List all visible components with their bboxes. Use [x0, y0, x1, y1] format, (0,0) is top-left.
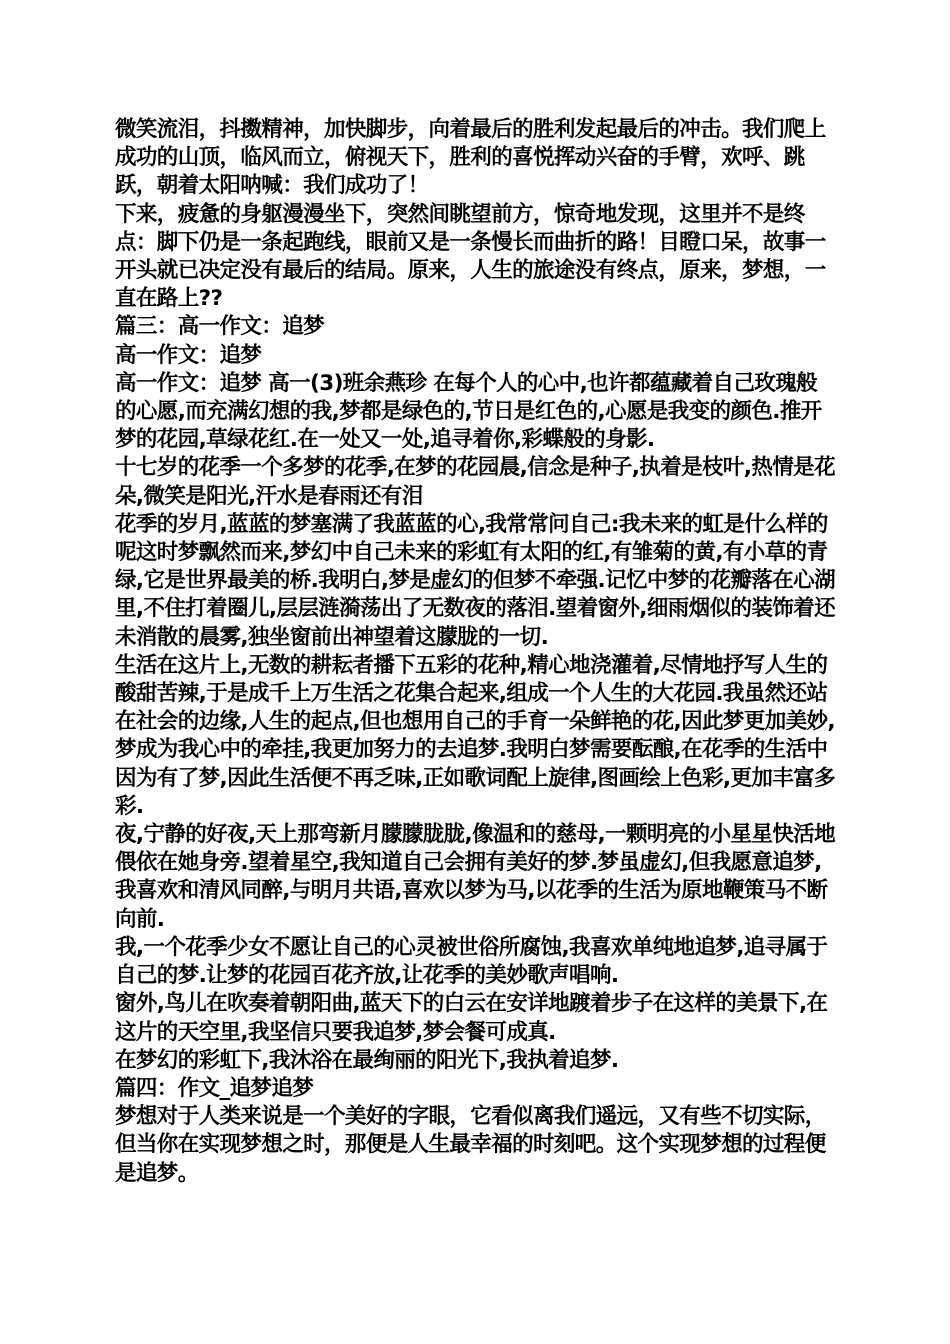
paragraph: 微笑流泪，抖擞精神，加快脚步，向着最后的胜利发起最后的冲击。我们爬上成功的山顶，临风而立，俯视天下，胜利的喜悦挥动兴奋的手臂，欢呼、跳跃，朝着太阳呐喊：我们成功了！ [115, 117, 826, 199]
paragraph: 梦想对于人类来说是一个美好的字眼，它看似离我们遥远，又有些不切实际，但当你在实现梦想之时，那便是人生最幸福的时刻吧。这个实现梦想的过程便是追梦。 [115, 1104, 826, 1186]
section-heading: 篇四：作文_追梦追梦 [115, 1075, 314, 1101]
paragraph: 高一作文：追梦 高一(3)班余燕珍 在每个人的心中,也许都蕴藏着自己玫瑰般的心愿,而充满幻想的我,梦都是绿色的,节日是红色的,心愿是我变的颜色.推开梦的花园,草绿花红.在一处又一处,追寻着你,彩蝶般的身影. [115, 370, 822, 453]
paragraph: 在梦幻的彩虹下,我沐浴在最绚丽的阳光下,我执着追梦. [115, 1047, 619, 1073]
paragraph: 窗外,鸟儿在吹奏着朝阳曲,蓝天下的白云在安详地踱着步子在这样的美景下,在这片的天空里,我坚信只要我追梦,梦会餐可成真. [115, 991, 828, 1045]
section-subheading: 高一作文：追梦 [115, 342, 262, 368]
paragraph: 夜,宁静的好夜,天上那弯新月朦朦胧胧,像温和的慈母,一颗明亮的小星星快活地偎依在她身旁.望着星空,我知道自己会拥有美好的梦.梦虽虚幻,但我愿意追梦,我喜欢和清风同醉,与明月共语,喜欢以梦为马,以花季的生活为原地鞭策马不断向前. [115, 822, 835, 932]
paragraph: 生活在这片上,无数的耕耘者播下五彩的花种,精心地浇灌着,尽情地抒写人生的酸甜苦辣,于是成千上万生活之花集合起来,组成一个人生的大花园.我虽然还站在社会的边缘,人生的起点,但也想用自己的手育一朵鲜艳的花,因此梦更加美妙,梦成为我心中的牵挂,我更加努力的去追梦.我明白梦需要酝酿,在花季的生活中因为有了梦,因此生活便不再乏味,正如歌词配上旋律,图画绘上色彩,更加丰富多彩. [115, 652, 835, 819]
section-heading: 篇三：高一作文：追梦 [115, 314, 325, 340]
paragraph: 我,一个花季少女不愿让自己的心灵被世俗所腐蚀,我喜欢单纯地追梦,追寻属于自己的梦.让梦的花园百花齐放,让花季的美妙歌声唱响. [115, 934, 828, 989]
paragraph: 花季的岁月,蓝蓝的梦塞满了我蓝蓝的心,我常常问自己:我未来的虹是什么样的呢这时梦飘然而来,梦幻中自己未来的彩虹有太阳的红,有雏菊的黄,有小草的青绿,它是世界最美的桥.我明白,梦是虚幻的但梦不牵强.记忆中梦的花瓣落在心湖里,不住打着圈儿,层层涟漪荡出了无数夜的落泪.望着窗外,细雨烟似的装饰着还未消散的晨雾,独坐窗前出神望着这朦胧的一切. [115, 511, 835, 650]
document-body [115, 116, 837, 1188]
paragraph: 十七岁的花季一个多梦的花季,在梦的花园晨,信念是种子,执着是枝叶,热情是花朵,微笑是阳光,汗水是春雨还有泪 [115, 455, 835, 509]
paragraph: 下来，疲惫的身躯漫漫坐下，突然间眺望前方，惊奇地发现，这里并不是终点：脚下仍是一条起跑线，眼前又是一条慢长而曲折的路！目瞪口呆，故事一开头就已决定没有最后的结局。原来，人生的旅途没有终点，原来，梦想，一直在路上?? [115, 201, 826, 312]
